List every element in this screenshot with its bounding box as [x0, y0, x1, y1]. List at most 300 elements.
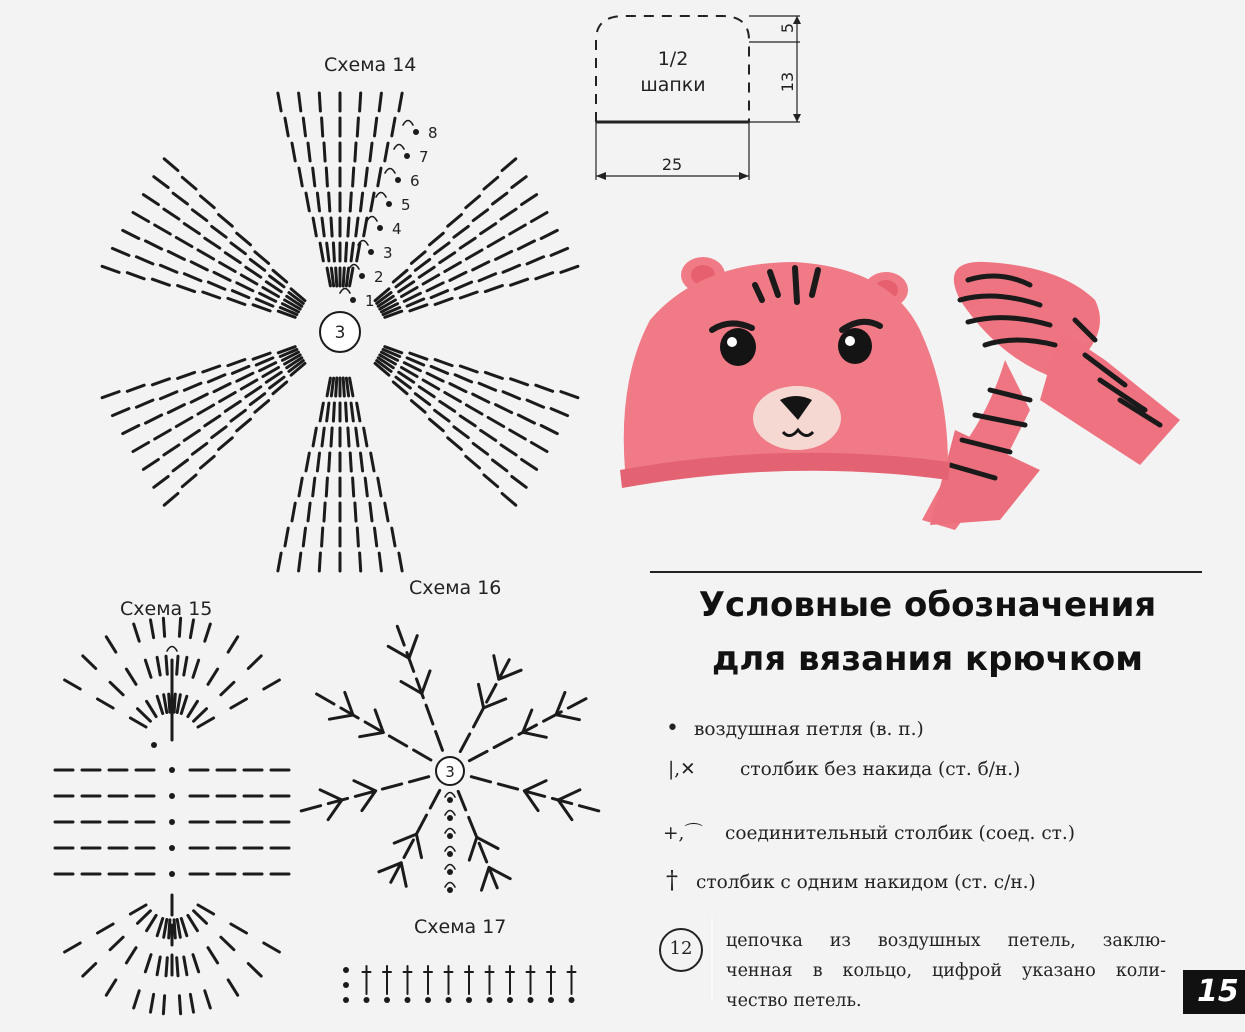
stitch-mark: [320, 243, 323, 261]
stitch-mark: [219, 215, 233, 227]
stitch-mark: [231, 924, 247, 933]
stitch-mark: [248, 656, 261, 669]
stitch-mark: [317, 694, 334, 704]
stitch-mark: [134, 624, 140, 641]
stitch-mark: [151, 620, 154, 638]
stitch-mark: [455, 375, 472, 382]
stitch-mark: [392, 118, 395, 136]
stitch-mark: [511, 279, 528, 285]
stitch-mark: [435, 360, 452, 366]
stitch-mark: [201, 456, 215, 468]
stitch-mark: [212, 427, 226, 438]
stitch-mark: [430, 233, 444, 245]
stitch-mark: [450, 272, 466, 280]
chain-dot: [507, 997, 513, 1003]
stitch-mark: [205, 416, 220, 426]
stitch-mark: [401, 863, 406, 887]
stitch-mark: [445, 393, 461, 402]
stitch-mark: [466, 250, 482, 259]
chain-dot: [368, 249, 374, 255]
stitch-mark: [164, 920, 167, 938]
stitch-mark: [208, 375, 225, 382]
stitch-mark: [212, 226, 226, 237]
stitch-mark: [146, 415, 162, 423]
stitch-mark: [430, 419, 444, 431]
stitch-mark: [348, 218, 349, 236]
stitch-mark: [399, 553, 402, 571]
legend-item-slip-stitch: [663, 819, 1075, 845]
stitch-mark: [112, 409, 128, 416]
stitch-mark: [327, 268, 330, 286]
stitch-mark: [181, 696, 187, 713]
stitch-mark: [364, 428, 367, 446]
stitch-mark: [417, 815, 426, 833]
stitch-mark: [157, 657, 160, 675]
stitch-mark: [378, 478, 381, 496]
stitch-mark: [527, 400, 544, 407]
chain-dot: [466, 997, 472, 1003]
stitch-mark: [389, 736, 406, 746]
stitch-mark: [399, 93, 402, 111]
chain-dot: [447, 887, 453, 893]
stitch-mark: [385, 143, 388, 161]
scheme-15-diagram: [55, 618, 289, 1013]
stitch-mark: [237, 419, 251, 431]
chain-dot: [487, 997, 493, 1003]
stitch-mark: [485, 286, 502, 292]
stitch-mark: [190, 994, 193, 1012]
stitch-mark: [360, 733, 384, 737]
stitch-mark: [194, 709, 207, 722]
stitch-mark: [371, 193, 374, 211]
stitch-mark: [299, 553, 301, 571]
stitch-mark: [419, 267, 434, 277]
stitch-mark: [169, 920, 170, 938]
stitch-mark: [146, 241, 162, 249]
stitch-mark: [253, 353, 270, 359]
stitch-mark: [354, 781, 376, 791]
stitch-mark: [523, 732, 547, 737]
product-photo: [620, 257, 1180, 530]
stitch-mark: [228, 637, 238, 652]
scheme-16-title: Схема 16: [409, 577, 502, 599]
stitch-mark: [350, 268, 353, 286]
stitch-mark: [306, 453, 309, 471]
stitch-mark: [203, 292, 220, 298]
stitch-mark: [65, 943, 81, 952]
legend-item-label: столбик с одним накидом (ст. с/н.): [696, 872, 1036, 893]
stitch-mark: [431, 366, 448, 373]
stitch-mark: [482, 867, 490, 890]
stitch-mark: [228, 298, 245, 304]
stitch-mark: [522, 460, 537, 470]
stitch-mark: [123, 230, 139, 238]
legend-item-single-crochet: [668, 759, 1020, 780]
chain-dot: [350, 297, 356, 303]
stitch-mark: [510, 430, 526, 439]
stitch-mark: [184, 657, 187, 675]
stitch-mark: [423, 380, 439, 389]
stitch-mark: [173, 193, 187, 204]
stitch-mark: [255, 401, 269, 413]
stitch-mark: [214, 384, 230, 392]
hat-illustration: [620, 257, 950, 488]
stitch-mark: [558, 790, 580, 800]
scheme-15-title: Схема 15: [120, 598, 213, 620]
stitch-mark: [221, 937, 234, 950]
stitch-mark: [411, 401, 425, 413]
stitch-mark: [237, 233, 251, 245]
stitch-mark: [494, 738, 512, 747]
stitch-mark: [536, 273, 553, 279]
chain-dot: [169, 767, 175, 773]
stitch-mark: [501, 209, 516, 219]
chain-dot: [364, 997, 370, 1003]
stitch-mark: [143, 460, 158, 470]
stitch-mark: [579, 806, 598, 811]
chain-dot: [447, 869, 453, 875]
stitch-mark: [145, 955, 151, 972]
stitch-mark: [106, 980, 116, 995]
row-number-4: 4: [392, 220, 402, 238]
stitch-mark: [331, 378, 333, 396]
stitch-mark: [178, 372, 195, 378]
stitch-mark: [220, 393, 236, 402]
stitch-mark: [127, 385, 144, 391]
chain-dot: [359, 273, 365, 279]
chain-dot: [377, 225, 383, 231]
stitch-mark: [371, 453, 374, 471]
chain-dot: [404, 153, 410, 159]
stitch-mark: [331, 268, 333, 286]
stitch-mark: [299, 478, 302, 496]
row-number-2: 2: [374, 268, 384, 286]
stitch-mark: [320, 403, 323, 421]
stitch-mark: [198, 718, 214, 727]
stitch-mark: [123, 426, 139, 434]
stitch-mark: [126, 948, 136, 963]
stitch-mark: [241, 275, 257, 284]
slip-stitch-arc: [445, 811, 455, 816]
stitch-mark: [466, 405, 482, 414]
chain-dot: [405, 997, 411, 1003]
stitch-mark: [329, 193, 330, 211]
chain-dot: [447, 851, 453, 857]
stitch-mark: [285, 528, 288, 546]
stitch-mark: [317, 453, 319, 471]
stitch-mark: [357, 403, 360, 421]
stitch-mark: [181, 919, 187, 936]
stitch-mark: [460, 292, 477, 298]
stitch-mark: [427, 373, 443, 381]
stitch-mark: [327, 403, 329, 421]
row-number-6: 6: [410, 172, 420, 190]
stitch-mark: [319, 553, 320, 571]
stitch-mark: [479, 843, 487, 862]
stitch-mark: [168, 405, 184, 413]
chain-dot: [447, 797, 453, 803]
stitch-mark: [479, 684, 484, 708]
stitch-mark: [138, 911, 151, 924]
stitch-mark: [411, 252, 425, 264]
stitch-mark: [343, 268, 344, 286]
stitch-mark: [177, 656, 178, 674]
scheme-14-diagram: [102, 93, 578, 571]
stitch-mark: [188, 915, 198, 930]
stitch-mark: [501, 445, 516, 455]
stitch-mark: [415, 394, 429, 405]
stitch-mark: [205, 238, 220, 248]
stitch-mark: [154, 477, 168, 488]
stitch-mark: [481, 224, 496, 234]
stitch-mark: [174, 694, 175, 712]
stitch-mark: [166, 656, 167, 674]
center-ring-count: 3: [334, 323, 346, 343]
stitch-mark: [365, 168, 367, 186]
stitch-mark: [102, 392, 119, 398]
stitch-mark: [568, 699, 586, 708]
slip-stitch-arc: [167, 647, 177, 652]
stitch-mark: [503, 265, 519, 272]
stitch-mark: [541, 426, 557, 434]
stitch-mark: [329, 715, 353, 719]
stitch-mark: [471, 777, 490, 782]
stitch-mark: [485, 372, 502, 378]
stitch-mark: [193, 660, 199, 677]
stitch-mark: [313, 478, 315, 496]
stitch-mark: [164, 159, 178, 171]
stitch-mark: [83, 964, 96, 977]
slip-stitch-arc: [367, 217, 377, 222]
chain-dot: [413, 129, 419, 135]
ring-description-line-3: чество петель.: [726, 991, 862, 1011]
center-ring-count: 3: [445, 763, 455, 781]
stitch-mark: [329, 453, 330, 471]
stitch-mark: [448, 215, 462, 227]
stitch-mark: [83, 656, 96, 669]
slip-stitch-arc: [340, 289, 350, 294]
stitch-mark: [208, 948, 218, 963]
stitch-mark: [241, 380, 257, 389]
stitch-mark: [166, 958, 167, 976]
stitch-mark: [203, 366, 220, 372]
stitch-mark: [133, 213, 149, 222]
stitch-mark: [136, 257, 153, 264]
stitch-mark: [561, 266, 578, 272]
stitch-mark: [192, 443, 206, 454]
chain-dot: [425, 997, 431, 1003]
stitch-mark: [561, 392, 578, 398]
stitch-mark: [191, 394, 207, 402]
stitch-mark: [460, 366, 477, 372]
stitch-mark: [228, 360, 245, 366]
stitch-mark: [220, 263, 236, 272]
legend-title-line-1: Условные обозначения: [698, 585, 1157, 625]
stitch-mark: [317, 193, 319, 211]
stitch-mark: [484, 177, 498, 189]
stitch-mark: [370, 503, 372, 521]
stitch-mark: [246, 267, 261, 277]
stitch-mark: [98, 924, 114, 933]
ring-description: [726, 926, 1166, 1016]
stitch-mark: [184, 274, 201, 281]
stitch-mark: [163, 996, 164, 1014]
stitch-mark: [355, 143, 356, 161]
chain-stitch-symbol: •: [666, 716, 679, 741]
hat-pattern-drawing: [596, 16, 801, 180]
stitch-mark: [313, 218, 316, 236]
stitch-mark: [379, 553, 381, 571]
single-crochet-symbol: |,✕: [668, 759, 696, 780]
stitch-mark: [454, 427, 468, 438]
stitch-mark: [427, 283, 443, 291]
stitch-mark: [214, 272, 230, 280]
stitch-mark: [331, 428, 332, 446]
stitch-mark: [278, 93, 281, 111]
stitch-mark: [409, 777, 428, 782]
stitch-mark: [231, 243, 245, 254]
stitch-mark: [351, 403, 353, 421]
chain-dot: [447, 815, 453, 821]
stitch-mark: [133, 443, 149, 452]
stitch-mark: [469, 837, 477, 860]
stitch-mark: [494, 656, 499, 680]
stitch-mark: [423, 275, 439, 284]
stitch-mark: [182, 177, 196, 189]
stitch-mark: [415, 260, 429, 271]
stitch-mark: [303, 528, 305, 546]
ring-number: 12: [669, 938, 693, 959]
stitch-mark: [333, 403, 334, 421]
pattern-height-main-value: 13: [778, 71, 797, 93]
stitch-mark: [193, 955, 199, 972]
stitch-mark: [232, 366, 249, 373]
stitch-mark: [164, 209, 179, 219]
stitch-mark: [285, 118, 288, 136]
stitch-mark: [487, 685, 496, 703]
stitch-mark: [157, 957, 160, 975]
chain-dot: [447, 833, 453, 839]
stitch-mark: [205, 624, 211, 641]
stitch-mark: [320, 790, 342, 800]
legend-item-double-crochet: [666, 866, 1036, 894]
stitch-mark: [541, 230, 557, 238]
stitch-mark: [361, 193, 363, 211]
stitch-mark: [422, 671, 430, 694]
legend-title: [650, 578, 1205, 686]
stitch-mark: [531, 443, 547, 452]
chain-dot: [446, 997, 452, 1003]
stitch-mark: [435, 243, 449, 254]
stitch-mark: [313, 168, 315, 186]
stitch-mark: [177, 695, 180, 713]
stitch-mark: [299, 93, 301, 111]
legend-item-label: воздушная петля (в. п.): [694, 719, 924, 740]
chain-dot: [395, 177, 401, 183]
stitch-mark: [292, 143, 295, 161]
stitch-mark: [479, 383, 496, 390]
pattern-width-value: 25: [661, 155, 683, 174]
stitch-mark: [392, 528, 395, 546]
stitch-mark: [531, 213, 547, 222]
chain-dot: [548, 997, 554, 1003]
stitch-mark: [152, 379, 169, 385]
stitch-mark: [176, 238, 192, 247]
stitch-mark: [324, 143, 325, 161]
stitch-mark: [430, 790, 439, 808]
stitch-mark: [198, 250, 214, 259]
stitch-mark: [177, 920, 180, 938]
stitch-mark: [333, 243, 334, 261]
stitch-mark: [331, 218, 332, 236]
stitch-mark: [299, 168, 302, 186]
stitch-mark: [225, 253, 240, 263]
stitch-mark: [448, 438, 462, 450]
stitch-mark: [410, 305, 427, 311]
stitch-mark: [154, 177, 168, 188]
stitch-mark: [474, 709, 483, 727]
stitch-mark: [416, 834, 421, 858]
stitch-mark: [458, 791, 466, 810]
stitch-mark: [435, 298, 452, 304]
pattern-height-top-value: 5: [778, 22, 797, 34]
stitch-mark: [445, 263, 461, 272]
stitch-mark: [436, 732, 443, 751]
row-number-8: 8: [428, 124, 438, 142]
stitch-mark: [231, 410, 245, 421]
stitch-mark: [192, 210, 206, 221]
stitch-mark: [147, 701, 157, 716]
slip-stitch-arc: [445, 883, 455, 888]
stitch-mark: [536, 385, 553, 391]
stitch-mark: [466, 196, 480, 208]
stitch-mark: [346, 378, 348, 396]
stitch-mark: [178, 286, 195, 292]
stitch-mark: [250, 394, 264, 405]
legend-item-chain: [666, 716, 924, 741]
stitch-mark: [160, 392, 177, 399]
stitch-mark: [322, 218, 324, 236]
stitch-mark: [414, 750, 431, 760]
stitch-mark: [365, 478, 367, 496]
stitch-mark: [353, 168, 354, 186]
stitch-mark: [484, 475, 498, 487]
stitch-mark: [306, 193, 309, 211]
stitch-mark: [313, 428, 316, 446]
stitch-mark: [326, 168, 327, 186]
scheme-17-title: Схема 17: [414, 916, 507, 938]
stitch-mark: [498, 784, 517, 789]
stitch-mark: [232, 291, 249, 298]
chain-dot: [343, 997, 349, 1003]
slip-stitch-arc: [376, 193, 386, 198]
chain-dot: [169, 793, 175, 799]
stitch-mark: [357, 528, 358, 546]
chain-dot: [528, 997, 534, 1003]
stitch-mark: [157, 696, 163, 713]
stitch-mark: [327, 243, 329, 261]
stitch-mark: [450, 384, 466, 392]
stitch-mark: [353, 478, 354, 496]
stitch-mark: [361, 453, 363, 471]
stitch-mark: [479, 274, 496, 281]
stitch-mark: [301, 806, 320, 811]
stitch-mark: [469, 751, 487, 760]
stitch-mark: [130, 718, 146, 727]
stitch-mark: [221, 682, 234, 695]
stitch-mark: [278, 553, 281, 571]
stitch-mark: [357, 118, 358, 136]
